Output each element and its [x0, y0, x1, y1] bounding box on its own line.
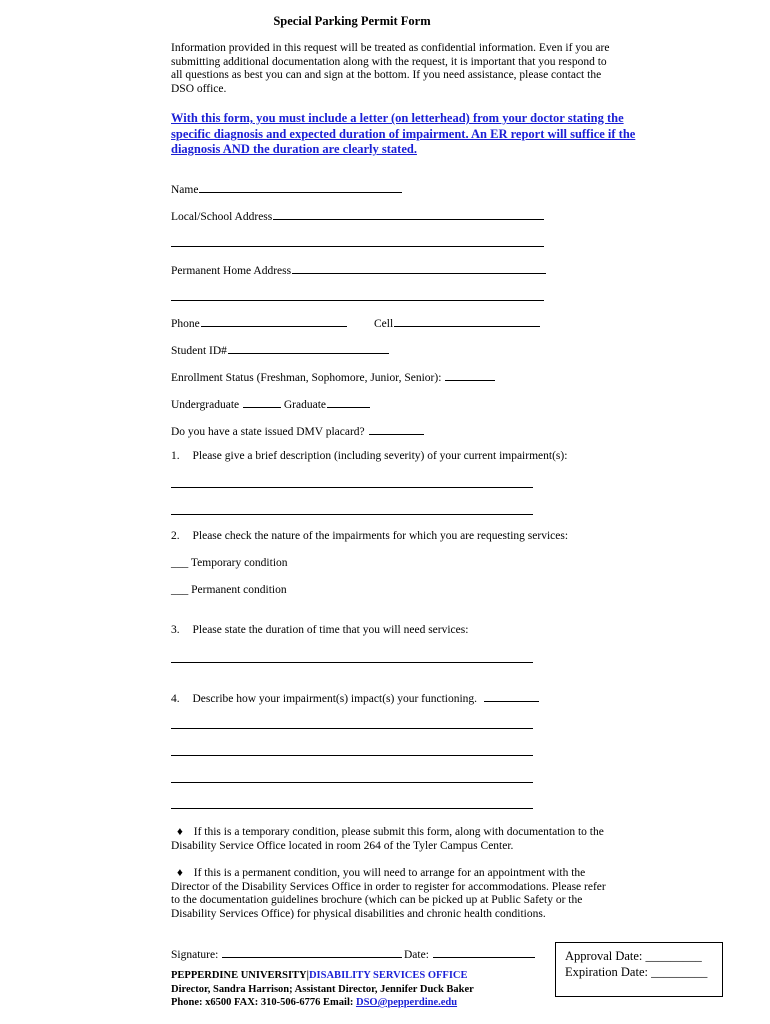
dmv-placard-blank[interactable]: [369, 424, 424, 435]
diamond-bullet-icon: ♦: [177, 826, 183, 838]
question-1-text: Please give a brief description (including severity) of your current impairment(s):: [192, 450, 568, 462]
question-4-number: 4.: [171, 693, 180, 705]
temporary-condition-option[interactable]: [171, 557, 288, 569]
temporary-condition-text: If this is a temporary condition, please submit this form, along with documentation to the Disability Service Office located in room 264 of the Tyler Campus Center.: [171, 826, 604, 852]
question-3: [171, 624, 468, 636]
contact-text: Phone: x6500 FAX: 310-506-6776 Email:: [171, 997, 354, 1008]
permanent-address-field[interactable]: [171, 263, 546, 277]
intro-paragraph: Information provided in this request will be treated as confidential information. Even if you are submitting additional documentation along with the request, it is important that you respond to all questions as best you can and sign at the bottom. If you need assistance, please contact the DSO office.: [171, 42, 610, 95]
degree-level-field[interactable]: [171, 397, 370, 411]
permanent-address-line-2[interactable]: [171, 300, 544, 301]
temporary-condition-blank[interactable]: ___: [171, 557, 189, 569]
doctor-letter-notice: With this form, you must include a letter (on letterhead) from your doctor stating the specific diagnosis and expected duration of impairment. An ER report will suffice if the diagnosis AND the duration are clearly stated.: [171, 111, 636, 156]
question-1-number: 1.: [171, 450, 180, 462]
date-label: Date:: [404, 949, 429, 961]
expiration-date: Expiration Date: _________: [565, 964, 708, 979]
dmv-placard-field[interactable]: [171, 424, 424, 438]
footer-organization: [171, 970, 468, 981]
university-name: PEPPERDINE UNIVERSITY: [171, 970, 307, 981]
signature-blank[interactable]: [222, 947, 402, 958]
question-4-blank[interactable]: [484, 691, 539, 702]
approval-date: Approval Date: _________: [565, 949, 702, 963]
name-blank[interactable]: [199, 182, 402, 193]
cell-blank[interactable]: [394, 316, 540, 327]
permanent-address-label: Permanent Home Address: [171, 265, 292, 277]
dmv-placard-label: Do you have a state issued DMV placard?: [171, 426, 365, 438]
student-id-field[interactable]: [171, 343, 389, 357]
question-2-number: 2.: [171, 530, 180, 542]
question-4-text: Describe how your impairment(s) impact(s) your functioning.: [192, 693, 478, 705]
local-address-line-2[interactable]: [171, 246, 544, 247]
cell-field[interactable]: [374, 316, 540, 330]
question-4-answer-line-2[interactable]: [171, 755, 533, 756]
permanent-address-blank[interactable]: [292, 263, 546, 274]
question-1-answer-line-2[interactable]: [171, 514, 533, 515]
form-title: Special Parking Permit Form: [273, 14, 431, 28]
phone-blank[interactable]: [201, 316, 347, 327]
question-1: [171, 450, 567, 462]
graduate-label: Graduate: [283, 399, 327, 411]
permanent-condition-label: Permanent condition: [191, 584, 287, 596]
undergraduate-label: Undergraduate: [171, 399, 240, 411]
phone-label: Phone: [171, 318, 200, 330]
question-2-text: Please check the nature of the impairments for which you are requesting services:: [192, 530, 569, 542]
cell-label: Cell: [374, 318, 394, 330]
name-field[interactable]: [171, 182, 402, 196]
question-3-number: 3.: [171, 624, 180, 636]
phone-field[interactable]: [171, 316, 347, 330]
student-id-blank[interactable]: [228, 343, 389, 354]
temporary-condition-label: Temporary condition: [190, 557, 288, 569]
question-4-answer-line-4[interactable]: [171, 808, 533, 809]
signature-label: Signature:: [171, 949, 219, 961]
office-name: DISABILITY SERVICES OFFICE: [308, 970, 468, 981]
footer-contact: [171, 997, 457, 1008]
permanent-condition-text: If this is a permanent condition, you will need to arrange for an appointment with the Director of the Disability Services Office in order to register for accommodations. Please refer to the documentation guidelines brochure (which can be picked up at Public Safety or the Disability Services Office) for physical disabilities and chronic health conditions.: [171, 867, 606, 920]
undergraduate-blank[interactable]: [243, 397, 281, 408]
footer-staff: Director, Sandra Harrison; Assistant Director, Jennifer Duck Baker: [171, 984, 474, 995]
temporary-condition-instructions: [171, 826, 611, 853]
permanent-condition-instructions: [171, 867, 611, 921]
diamond-bullet-icon: ♦: [177, 867, 183, 879]
local-address-blank[interactable]: [273, 209, 544, 220]
local-address-field[interactable]: [171, 209, 544, 223]
question-3-answer-line[interactable]: [171, 662, 533, 663]
student-id-label: Student ID#: [171, 345, 227, 357]
permanent-condition-blank[interactable]: ___: [171, 584, 189, 596]
question-2: [171, 530, 568, 542]
question-3-text: Please state the duration of time that you will need services:: [192, 624, 469, 636]
permanent-condition-option[interactable]: [171, 584, 287, 596]
date-blank[interactable]: [433, 947, 535, 958]
email-link[interactable]: DSO@pepperdine.edu: [356, 997, 458, 1008]
footer-separator: |: [306, 970, 309, 981]
enrollment-status-label: Enrollment Status (Freshman, Sophomore, Junior, Senior):: [171, 372, 442, 384]
name-label: Name: [171, 184, 199, 196]
local-address-label: Local/School Address: [171, 211, 273, 223]
enrollment-status-field[interactable]: [171, 370, 495, 384]
question-4-answer-line-1[interactable]: [171, 728, 533, 729]
signature-field[interactable]: [171, 947, 402, 961]
date-field[interactable]: [404, 947, 535, 961]
question-4-answer-line-3[interactable]: [171, 782, 533, 783]
question-1-answer-line-1[interactable]: [171, 487, 533, 488]
question-4[interactable]: [171, 691, 539, 705]
approval-box: [555, 942, 723, 997]
enrollment-status-blank[interactable]: [445, 370, 495, 381]
graduate-blank[interactable]: [327, 397, 370, 408]
